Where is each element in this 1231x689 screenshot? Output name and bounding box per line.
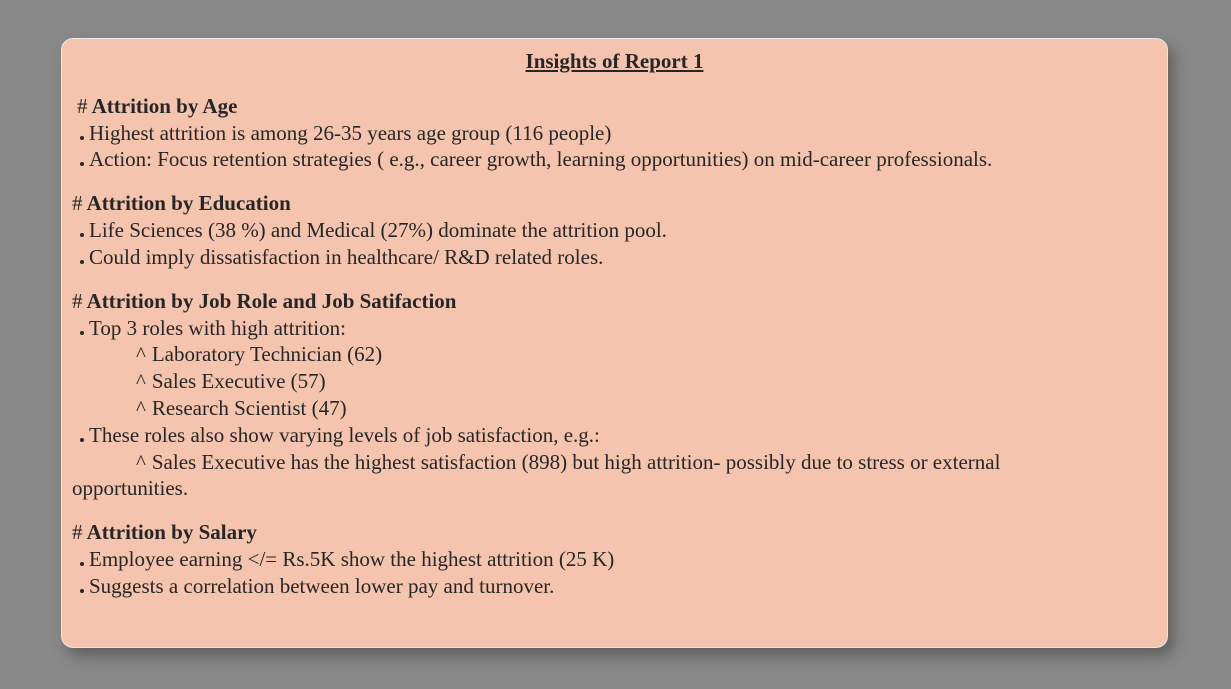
report-title: Insights of Report 1 (525, 49, 704, 73)
bullet-item (80, 147, 992, 171)
section-heading-age (77, 94, 237, 118)
bullet-text: Suggests a correlation between lower pay and turnover. (89, 574, 555, 598)
bullet-text: Top 3 roles with high attrition: (89, 316, 346, 340)
section-heading-education (72, 191, 291, 215)
bullet-item (80, 218, 667, 242)
bullet-item (80, 121, 611, 145)
section-heading-job-role (72, 289, 456, 313)
sub-item (136, 450, 1000, 474)
wrapped-text: opportunities. (72, 476, 189, 500)
hash-symbol: # (72, 289, 83, 313)
sub-item-text: Sales Executive has the highest satisfaction (898) but high attrition- possibly due to stress or external (151, 450, 1001, 474)
caret-icon: ^ (136, 396, 146, 420)
sub-item (136, 396, 347, 420)
bullet-text: Life Sciences (38 %) and Medical (27%) dominate the attrition pool. (89, 218, 667, 242)
bullet-item (80, 574, 554, 598)
bullet-dot-icon (80, 162, 84, 166)
sub-item (136, 342, 382, 366)
caret-icon: ^ (136, 369, 146, 393)
bullet-dot-icon (80, 136, 84, 140)
hash-symbol: # (72, 191, 83, 215)
bullet-text: Employee earning </= Rs.5K show the highest attrition (25 K) (89, 547, 615, 571)
bullet-text: Highest attrition is among 26-35 years age group (116 people) (89, 121, 612, 145)
bullet-dot-icon (80, 438, 84, 442)
sub-item-text: Research Scientist (47) (151, 396, 347, 420)
sub-item-text: Laboratory Technician (62) (151, 342, 383, 366)
hash-symbol: # (72, 520, 83, 544)
bullet-item (80, 245, 603, 269)
bullet-dot-icon (80, 233, 84, 237)
bullet-item (80, 316, 346, 340)
caret-icon: ^ (136, 450, 146, 474)
bullet-text: Could imply dissatisfaction in healthcare/ R&D related roles. (89, 245, 604, 269)
sub-item-text: Sales Executive (57) (151, 369, 326, 393)
bullet-text: These roles also show varying levels of job satisfaction, e.g.: (89, 423, 600, 447)
bullet-item (80, 547, 614, 571)
bullet-dot-icon (80, 589, 84, 593)
bullet-dot-icon (80, 562, 84, 566)
section-heading-text: Attrition by Job Role and Job Satifaction (86, 289, 457, 313)
bullet-text: Action: Focus retention strategies ( e.g., career growth, learning opportunities) on mid-career professionals. (89, 147, 993, 171)
section-heading-text: Attrition by Education (86, 191, 291, 215)
section-heading-text: Attrition by Salary (86, 520, 257, 544)
section-heading-salary (72, 520, 257, 544)
bullet-item (80, 423, 600, 447)
section-heading-text: Attrition by Age (91, 94, 238, 118)
insights-card (61, 38, 1168, 648)
caret-icon: ^ (136, 342, 146, 366)
hash-symbol: # (77, 94, 88, 118)
bullet-dot-icon (80, 260, 84, 264)
bullet-dot-icon (80, 331, 84, 335)
sub-item (136, 369, 326, 393)
